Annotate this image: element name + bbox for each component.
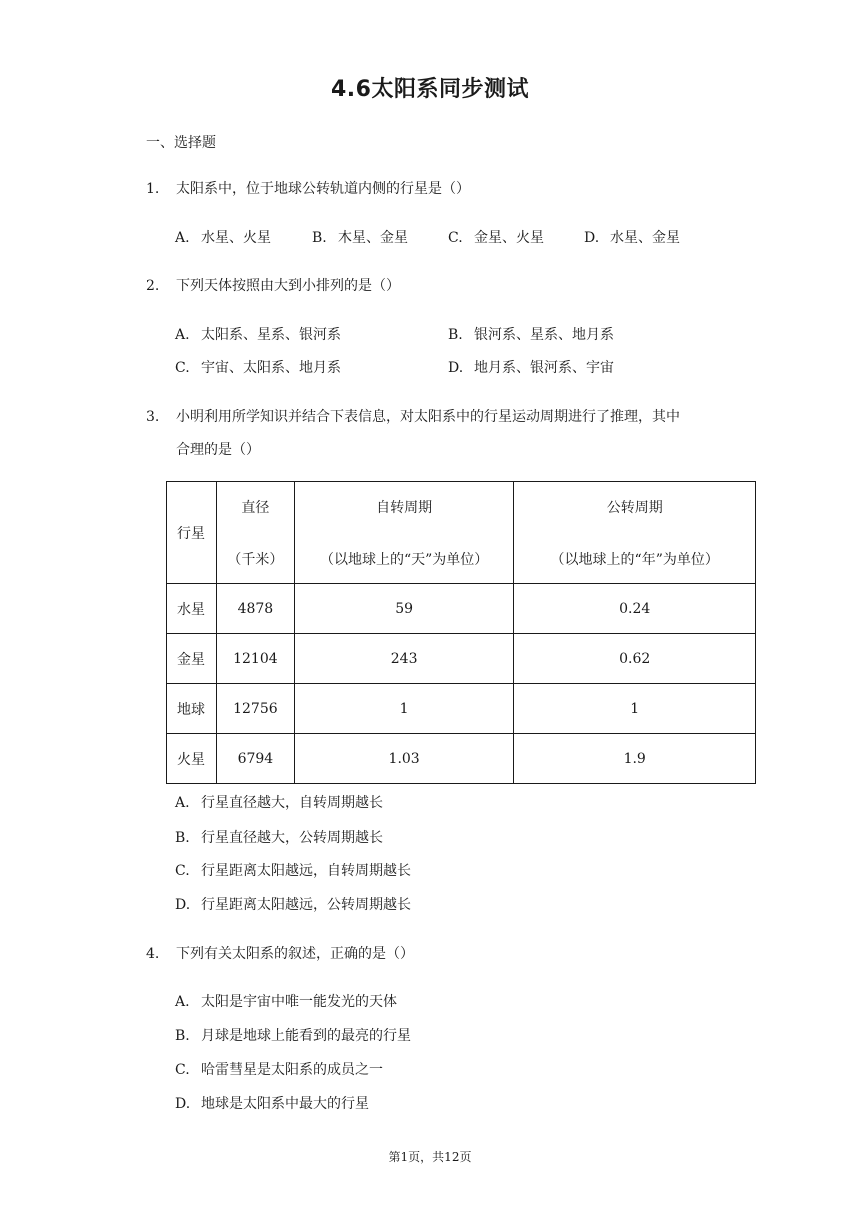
option-letter: B. [175,1028,190,1044]
cell-planet: 地球 [167,684,217,734]
option-text: 木星、金星 [338,230,408,246]
option-c [448,228,544,248]
option-text: 行星直径越大，公转周期越长 [201,830,383,846]
option-text: 宇宙、太阳系、地月系 [201,360,341,376]
question-3 [146,407,680,460]
option-text: 哈雷彗星是太阳系的成员之一 [201,1062,383,1078]
question-number: 3. [146,409,160,425]
option-text: 太阳系、星系、银河系 [201,327,341,343]
page-title: 4.6太阳系同步测试 [331,77,529,102]
header-rotation [294,482,514,584]
table-row [167,584,756,634]
page-footer: 第1页，共12页 [388,1150,472,1164]
option-a [175,793,383,813]
question-stem: 下列有关太阳系的叙述，正确的是（） [176,946,414,962]
cell-rotation: 243 [294,634,514,684]
option-letter: D. [175,1096,191,1112]
option-text: 行星距离太阳越远，公转周期越长 [201,897,411,913]
question-number: 2. [146,278,160,294]
table-header-row [167,482,756,584]
cell-rotation: 59 [294,584,514,634]
header-rotation-line-1: 自转周期 [376,499,433,516]
option-b [312,228,408,248]
option-letter: D. [175,897,191,913]
header-diameter [216,482,294,584]
option-text: 行星直径越大，自转周期越长 [201,795,383,811]
option-a [175,325,341,345]
cell-rotation: 1.03 [294,734,514,784]
option-text: 月球是地球上能看到的最亮的行星 [201,1028,411,1044]
option-text: 行星距离太阳越远，自转周期越长 [201,863,411,879]
cell-revolution: 0.24 [514,584,756,634]
cell-planet: 火星 [167,734,217,784]
option-d [584,228,680,248]
option-letter: C. [175,863,190,879]
option-letter: C. [175,1062,190,1078]
option-letter: B. [448,327,463,343]
option-letter: A. [175,327,190,343]
option-text: 地球是太阳系中最大的行星 [201,1096,369,1112]
header-diameter-line-1: 直径 [241,499,270,516]
option-letter: A. [175,230,190,246]
question-number: 1. [146,181,160,197]
option-a [175,228,271,248]
cell-diameter: 12756 [216,684,294,734]
cell-revolution: 1.9 [514,734,756,784]
question-4 [146,944,414,964]
table-row [167,734,756,784]
option-text: 水星、金星 [610,230,680,246]
question-stem: 太阳系中，位于地球公转轨道内侧的行星是（） [176,181,470,197]
option-letter: D. [448,360,464,376]
option-c [175,358,341,378]
option-text: 水星、火星 [201,230,271,246]
header-revolution-line-1: 公转周期 [606,499,663,516]
question-stem-line-1: 小明利用所学知识并结合下表信息，对太阳系中的行星运动周期进行了推理，其中 [176,409,680,425]
planet-data-table [166,481,756,784]
option-letter: C. [175,360,190,376]
cell-rotation: 1 [294,684,514,734]
option-d [448,358,614,378]
question-stem [176,407,680,460]
question-1 [146,179,470,199]
option-text: 地月系、银河系、宇宙 [474,360,614,376]
question-stem-line-2: 合理的是（） [176,442,260,458]
option-text: 太阳是宇宙中唯一能发光的天体 [201,994,397,1010]
option-d [175,1094,369,1114]
option-letter: A. [175,994,190,1010]
question-stem: 下列天体按照由大到小排列的是（） [176,278,400,294]
table-row [167,684,756,734]
cell-planet: 水星 [167,584,217,634]
header-revolution-line-2: （以地球上的“年”为单位） [550,551,719,568]
header-rotation-line-2: （以地球上的“天”为单位） [319,551,489,568]
cell-diameter: 6794 [216,734,294,784]
option-c [175,1060,383,1080]
option-c [175,861,411,881]
header-diameter-line-2: （千米） [227,551,284,568]
cell-revolution: 0.62 [514,634,756,684]
option-b [175,828,383,848]
option-a [175,992,397,1012]
option-text: 银河系、星系、地月系 [474,327,614,343]
option-letter: C. [448,230,463,246]
table-row [167,634,756,684]
section-heading: 一、选择题 [146,135,216,151]
cell-revolution: 1 [514,684,756,734]
cell-planet: 金星 [167,634,217,684]
option-letter: B. [312,230,327,246]
cell-diameter: 12104 [216,634,294,684]
option-letter: A. [175,795,190,811]
option-b [448,325,614,345]
header-planet: 行星 [167,482,217,584]
option-letter: B. [175,830,190,846]
cell-diameter: 4878 [216,584,294,634]
option-text: 金星、火星 [474,230,544,246]
option-b [175,1026,411,1046]
header-revolution [514,482,756,584]
option-d [175,895,411,915]
option-letter: D. [584,230,600,246]
question-number: 4. [146,946,160,962]
question-2 [146,276,400,296]
